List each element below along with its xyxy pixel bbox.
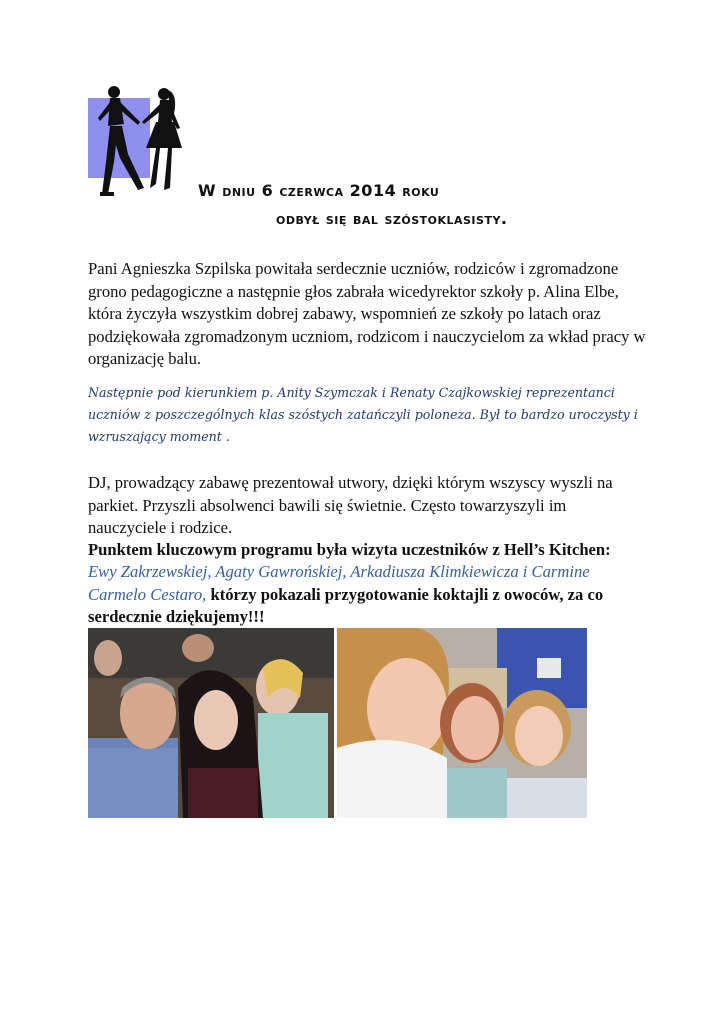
paragraph-dj: DJ, prowadzący zabawę prezentował utwory, dzięki którym wszyscy wyszli na parkiet. Przyszli absolwenci bawili się świetnie. Często towarzyszyli im nauczyciele i rodzice. xyxy=(88,473,613,538)
paragraph-polonaise: Następnie pod kierunkiem p. Anity Szymczak i Renaty Czajkowskiej reprezentanci uczniów z poszczególnych klas szóstych zatańczyli poloneza. Był to bardzo uroczysty i wzruszający moment . xyxy=(88,385,638,444)
paragraph-welcome: Pani Agnieszka Szpilska powitała serdecznie uczniów, rodziców i zgromadzone grono pedagogiczne a następnie głos zabrała wicedyrektor szkoły p. Alina Elbe, która życzyła wszystkim dobrej zabawy, wspomnień ze szkoły po latach oraz podziękowała zgromadzonym uczniom, rodzicom i nauczycielom za wkład pracy w organizację balu. xyxy=(88,259,646,369)
paragraph-guests xyxy=(88,561,648,629)
title-line-2: odbył się bal szóstoklasisty. xyxy=(276,209,508,228)
dancing-couple-icon xyxy=(88,84,188,200)
guest-names: Ewy Zakrzewskiej, Agaty Gawrońskiej, Arkadiusza Klimkiewicza i Carmine Carmelo Cestaro, xyxy=(88,562,590,604)
photo-guests-at-ball xyxy=(88,628,334,818)
photo-girls-selfie xyxy=(337,628,587,818)
paragraph-highlight: Punktem kluczowym programu była wizyta uczestników z Hell’s Kitchen: xyxy=(88,540,611,559)
closing-thanks: którzy pokazali przygotowanie koktajli z owoców, za co serdecznie dziękujemy!!! xyxy=(88,584,604,627)
title-line-1: W dniu 6 czerwca 2014 roku xyxy=(198,181,440,200)
